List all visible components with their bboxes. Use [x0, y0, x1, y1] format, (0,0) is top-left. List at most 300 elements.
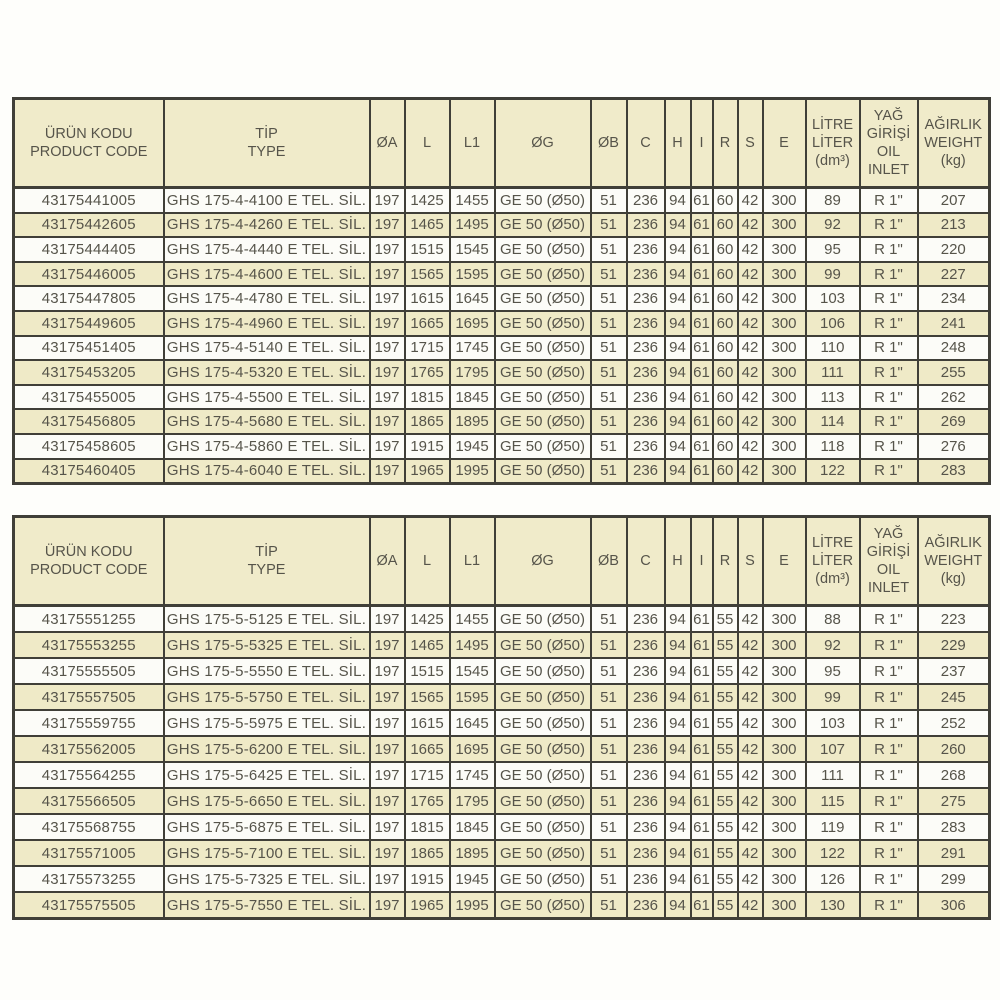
- cell-product-code: 43175441005: [14, 188, 164, 213]
- cell-weight: 269: [918, 409, 990, 434]
- header-cell-og: [495, 517, 591, 606]
- header-label-line: C: [640, 135, 651, 151]
- header-label-line: AĞIRLIK: [924, 117, 982, 133]
- cell-r: 60: [713, 311, 738, 336]
- cell-c: 236: [627, 788, 665, 814]
- cell-oil-inlet: R 1": [860, 336, 918, 361]
- header-label-line: WEIGHT: [924, 135, 983, 151]
- cell-l: 1615: [405, 710, 450, 736]
- header-label-line: ØB: [598, 553, 619, 569]
- cell-e: 300: [763, 606, 806, 633]
- cell-h: 94: [665, 311, 691, 336]
- cell-ob: 51: [591, 866, 627, 892]
- cell-type: GHS 175-4-4260 E TEL. SİL.: [164, 213, 370, 238]
- cell-oa: 197: [370, 788, 405, 814]
- cell-litre: 114: [806, 409, 860, 434]
- cell-c: 236: [627, 237, 665, 262]
- cell-type: GHS 175-5-5975 E TEL. SİL.: [164, 710, 370, 736]
- cell-oa: 197: [370, 336, 405, 361]
- header-cell-oil-inlet: [860, 517, 918, 606]
- cell-type: GHS 175-4-5320 E TEL. SİL.: [164, 360, 370, 385]
- cell-c: 236: [627, 434, 665, 459]
- cell-l: 1765: [405, 360, 450, 385]
- header-cell-weight: [918, 99, 990, 188]
- cell-s: 42: [738, 684, 763, 710]
- cell-oa: 197: [370, 188, 405, 213]
- cell-ob: 51: [591, 409, 627, 434]
- cell-product-code: 43175568755: [14, 814, 164, 840]
- cell-i: 61: [691, 237, 713, 262]
- cell-l1: 1745: [450, 336, 495, 361]
- table-row: [14, 606, 990, 633]
- cell-c: 236: [627, 459, 665, 484]
- cell-litre: 119: [806, 814, 860, 840]
- cell-e: 300: [763, 788, 806, 814]
- header-label-line: TYPE: [247, 562, 286, 578]
- header-cell-ob: [591, 517, 627, 606]
- cell-type: GHS 175-4-5680 E TEL. SİL.: [164, 409, 370, 434]
- cell-og: GE 50 (Ø50): [495, 262, 591, 287]
- cell-og: GE 50 (Ø50): [495, 360, 591, 385]
- cell-r: 60: [713, 459, 738, 484]
- cell-oa: 197: [370, 459, 405, 484]
- cell-weight: 237: [918, 658, 990, 684]
- cell-h: 94: [665, 237, 691, 262]
- cell-litre: 103: [806, 710, 860, 736]
- header-label-line: L: [422, 135, 432, 151]
- cell-ob: 51: [591, 336, 627, 361]
- cell-c: 236: [627, 606, 665, 633]
- table-row: [14, 286, 990, 311]
- header-label-line: (kg): [940, 153, 966, 169]
- cell-l1: 1795: [450, 788, 495, 814]
- cell-type: GHS 175-5-5125 E TEL. SİL.: [164, 606, 370, 633]
- cell-e: 300: [763, 632, 806, 658]
- table-row: [14, 262, 990, 287]
- cell-oil-inlet: R 1": [860, 788, 918, 814]
- table-body: [14, 606, 990, 919]
- cell-i: 61: [691, 360, 713, 385]
- cell-oil-inlet: R 1": [860, 409, 918, 434]
- cell-type: GHS 175-4-5140 E TEL. SİL.: [164, 336, 370, 361]
- cell-i: 61: [691, 840, 713, 866]
- cell-r: 60: [713, 385, 738, 410]
- cell-l1: 1895: [450, 409, 495, 434]
- cell-r: 55: [713, 814, 738, 840]
- cell-l: 1515: [405, 237, 450, 262]
- cell-s: 42: [738, 892, 763, 919]
- cell-e: 300: [763, 188, 806, 213]
- cell-oil-inlet: R 1": [860, 606, 918, 633]
- cell-s: 42: [738, 237, 763, 262]
- header-cell-type: [164, 99, 370, 188]
- cell-oil-inlet: R 1": [860, 188, 918, 213]
- cell-l1: 1795: [450, 360, 495, 385]
- cell-product-code: 43175551255: [14, 606, 164, 633]
- table-row: [14, 385, 990, 410]
- cell-type: GHS 175-5-5750 E TEL. SİL.: [164, 684, 370, 710]
- table-row: [14, 188, 990, 213]
- cell-r: 60: [713, 213, 738, 238]
- header-label-line: (dm³): [815, 571, 850, 587]
- cell-litre: 111: [806, 762, 860, 788]
- cell-e: 300: [763, 213, 806, 238]
- cell-l1: 1495: [450, 632, 495, 658]
- cell-e: 300: [763, 286, 806, 311]
- cell-oil-inlet: R 1": [860, 892, 918, 919]
- cell-i: 61: [691, 385, 713, 410]
- cell-litre: 122: [806, 840, 860, 866]
- cell-weight: 227: [918, 262, 990, 287]
- cell-c: 236: [627, 632, 665, 658]
- cell-i: 61: [691, 684, 713, 710]
- header-label-line: LİTER: [811, 553, 854, 569]
- cell-r: 55: [713, 892, 738, 919]
- cell-c: 236: [627, 385, 665, 410]
- cell-weight: 220: [918, 237, 990, 262]
- cell-c: 236: [627, 360, 665, 385]
- cell-litre: 92: [806, 632, 860, 658]
- cell-h: 94: [665, 866, 691, 892]
- cell-ob: 51: [591, 385, 627, 410]
- cell-og: GE 50 (Ø50): [495, 286, 591, 311]
- table-row: [14, 336, 990, 361]
- table-row: [14, 360, 990, 385]
- cell-h: 94: [665, 434, 691, 459]
- cell-ob: 51: [591, 237, 627, 262]
- header-cell-type: [164, 517, 370, 606]
- cell-l1: 1695: [450, 311, 495, 336]
- header-label-line: YAĞ: [873, 526, 904, 542]
- cell-weight: 291: [918, 840, 990, 866]
- cell-ob: 51: [591, 262, 627, 287]
- cell-e: 300: [763, 409, 806, 434]
- cell-r: 60: [713, 360, 738, 385]
- cell-c: 236: [627, 736, 665, 762]
- header-cell-c: [627, 99, 665, 188]
- cell-h: 94: [665, 336, 691, 361]
- spec-table-ghs-175-5: [12, 515, 991, 920]
- header-label-line: S: [745, 135, 755, 151]
- header-label-line: E: [779, 135, 789, 151]
- cell-oa: 197: [370, 262, 405, 287]
- cell-h: 94: [665, 658, 691, 684]
- cell-product-code: 43175571005: [14, 840, 164, 866]
- cell-oa: 197: [370, 840, 405, 866]
- cell-s: 42: [738, 311, 763, 336]
- cell-og: GE 50 (Ø50): [495, 311, 591, 336]
- table-row: [14, 632, 990, 658]
- cell-product-code: 43175553255: [14, 632, 164, 658]
- cell-litre: 111: [806, 360, 860, 385]
- header-label-line: INLET: [867, 162, 910, 178]
- cell-oa: 197: [370, 286, 405, 311]
- table-row: [14, 409, 990, 434]
- cell-h: 94: [665, 459, 691, 484]
- cell-og: GE 50 (Ø50): [495, 788, 591, 814]
- cell-l1: 1545: [450, 658, 495, 684]
- cell-l: 1865: [405, 840, 450, 866]
- header-row: [14, 99, 990, 188]
- cell-e: 300: [763, 262, 806, 287]
- header-label-line: GİRİŞİ: [866, 126, 911, 142]
- header-cell-e: [763, 99, 806, 188]
- cell-l: 1465: [405, 632, 450, 658]
- header-label-line: ØB: [598, 135, 619, 151]
- cell-ob: 51: [591, 606, 627, 633]
- cell-e: 300: [763, 710, 806, 736]
- cell-i: 61: [691, 606, 713, 633]
- cell-c: 236: [627, 762, 665, 788]
- cell-e: 300: [763, 762, 806, 788]
- cell-r: 55: [713, 788, 738, 814]
- table-row: [14, 814, 990, 840]
- cell-litre: 95: [806, 658, 860, 684]
- cell-og: GE 50 (Ø50): [495, 434, 591, 459]
- cell-oil-inlet: R 1": [860, 866, 918, 892]
- cell-type: GHS 175-4-4960 E TEL. SİL.: [164, 311, 370, 336]
- header-label-line: ØA: [376, 135, 398, 151]
- cell-weight: 306: [918, 892, 990, 919]
- header-label-line: R: [719, 135, 731, 151]
- cell-og: GE 50 (Ø50): [495, 632, 591, 658]
- cell-weight: 283: [918, 459, 990, 484]
- table-row: [14, 658, 990, 684]
- cell-oa: 197: [370, 311, 405, 336]
- table-row: [14, 710, 990, 736]
- table-header: [14, 99, 990, 188]
- header-label-line: OIL: [876, 144, 901, 160]
- header-cell-litre: [806, 517, 860, 606]
- cell-og: GE 50 (Ø50): [495, 213, 591, 238]
- table-row: [14, 213, 990, 238]
- table-header: [14, 517, 990, 606]
- cell-product-code: 43175455005: [14, 385, 164, 410]
- cell-litre: 89: [806, 188, 860, 213]
- cell-og: GE 50 (Ø50): [495, 866, 591, 892]
- cell-oa: 197: [370, 213, 405, 238]
- table-row: [14, 762, 990, 788]
- cell-l: 1425: [405, 606, 450, 633]
- cell-weight: 299: [918, 866, 990, 892]
- cell-ob: 51: [591, 892, 627, 919]
- cell-litre: 110: [806, 336, 860, 361]
- cell-weight: 255: [918, 360, 990, 385]
- cell-type: GHS 175-5-7100 E TEL. SİL.: [164, 840, 370, 866]
- cell-ob: 51: [591, 788, 627, 814]
- cell-i: 61: [691, 710, 713, 736]
- cell-oa: 197: [370, 360, 405, 385]
- cell-h: 94: [665, 762, 691, 788]
- header-label-line: E: [779, 553, 789, 569]
- cell-l: 1515: [405, 658, 450, 684]
- header-label-line: (dm³): [815, 153, 850, 169]
- cell-i: 61: [691, 762, 713, 788]
- cell-type: GHS 175-4-6040 E TEL. SİL.: [164, 459, 370, 484]
- cell-oil-inlet: R 1": [860, 459, 918, 484]
- cell-r: 55: [713, 710, 738, 736]
- cell-type: GHS 175-4-4440 E TEL. SİL.: [164, 237, 370, 262]
- cell-oil-inlet: R 1": [860, 213, 918, 238]
- header-label-line: S: [745, 553, 755, 569]
- cell-weight: 248: [918, 336, 990, 361]
- cell-r: 60: [713, 262, 738, 287]
- cell-product-code: 43175449605: [14, 311, 164, 336]
- cell-s: 42: [738, 632, 763, 658]
- table-row: [14, 892, 990, 919]
- cell-litre: 99: [806, 262, 860, 287]
- header-cell-c: [627, 517, 665, 606]
- cell-og: GE 50 (Ø50): [495, 736, 591, 762]
- spec-table-ghs-175-4: [12, 97, 991, 485]
- cell-weight: 245: [918, 684, 990, 710]
- table-row: [14, 237, 990, 262]
- cell-r: 55: [713, 762, 738, 788]
- header-cell-l: [405, 99, 450, 188]
- cell-r: 60: [713, 409, 738, 434]
- cell-oa: 197: [370, 710, 405, 736]
- cell-litre: 130: [806, 892, 860, 919]
- cell-s: 42: [738, 710, 763, 736]
- cell-litre: 88: [806, 606, 860, 633]
- header-label-line: L1: [463, 553, 481, 569]
- table-body: [14, 188, 990, 484]
- cell-e: 300: [763, 459, 806, 484]
- cell-l: 1765: [405, 788, 450, 814]
- cell-i: 61: [691, 632, 713, 658]
- cell-litre: 107: [806, 736, 860, 762]
- cell-c: 236: [627, 311, 665, 336]
- cell-s: 42: [738, 606, 763, 633]
- cell-c: 236: [627, 814, 665, 840]
- cell-e: 300: [763, 360, 806, 385]
- cell-ob: 51: [591, 459, 627, 484]
- cell-i: 61: [691, 434, 713, 459]
- header-label-line: LİTRE: [811, 535, 854, 551]
- cell-ob: 51: [591, 840, 627, 866]
- cell-h: 94: [665, 360, 691, 385]
- cell-og: GE 50 (Ø50): [495, 459, 591, 484]
- cell-i: 61: [691, 658, 713, 684]
- cell-i: 61: [691, 262, 713, 287]
- cell-i: 61: [691, 286, 713, 311]
- cell-l: 1715: [405, 336, 450, 361]
- cell-oil-inlet: R 1": [860, 840, 918, 866]
- cell-type: GHS 175-5-7325 E TEL. SİL.: [164, 866, 370, 892]
- cell-i: 61: [691, 459, 713, 484]
- cell-oa: 197: [370, 237, 405, 262]
- cell-s: 42: [738, 409, 763, 434]
- cell-r: 55: [713, 606, 738, 633]
- cell-og: GE 50 (Ø50): [495, 658, 591, 684]
- header-cell-r: [713, 517, 738, 606]
- cell-oil-inlet: R 1": [860, 434, 918, 459]
- cell-product-code: 43175447805: [14, 286, 164, 311]
- header-cell-h: [665, 517, 691, 606]
- cell-oil-inlet: R 1": [860, 632, 918, 658]
- cell-l: 1665: [405, 311, 450, 336]
- cell-product-code: 43175446005: [14, 262, 164, 287]
- cell-s: 42: [738, 385, 763, 410]
- cell-og: GE 50 (Ø50): [495, 762, 591, 788]
- cell-e: 300: [763, 892, 806, 919]
- cell-s: 42: [738, 336, 763, 361]
- cell-h: 94: [665, 736, 691, 762]
- cell-l1: 1945: [450, 434, 495, 459]
- cell-og: GE 50 (Ø50): [495, 606, 591, 633]
- cell-ob: 51: [591, 360, 627, 385]
- header-label-line: PRODUCT CODE: [30, 144, 148, 160]
- header-label-line: TİP: [255, 544, 278, 560]
- cell-litre: 113: [806, 385, 860, 410]
- cell-l: 1665: [405, 736, 450, 762]
- header-cell-og: [495, 99, 591, 188]
- header-label-line: ØA: [376, 553, 398, 569]
- header-label-line: LİTER: [811, 135, 854, 151]
- cell-l1: 1895: [450, 840, 495, 866]
- cell-c: 236: [627, 840, 665, 866]
- cell-r: 60: [713, 286, 738, 311]
- cell-og: GE 50 (Ø50): [495, 684, 591, 710]
- cell-product-code: 43175458605: [14, 434, 164, 459]
- cell-r: 55: [713, 736, 738, 762]
- cell-l1: 1595: [450, 684, 495, 710]
- header-cell-r: [713, 99, 738, 188]
- cell-r: 55: [713, 632, 738, 658]
- cell-weight: 234: [918, 286, 990, 311]
- cell-r: 55: [713, 866, 738, 892]
- cell-l1: 1945: [450, 866, 495, 892]
- cell-e: 300: [763, 336, 806, 361]
- cell-c: 236: [627, 866, 665, 892]
- cell-c: 236: [627, 684, 665, 710]
- cell-product-code: 43175451405: [14, 336, 164, 361]
- cell-oa: 197: [370, 684, 405, 710]
- cell-i: 61: [691, 788, 713, 814]
- cell-oa: 197: [370, 814, 405, 840]
- cell-litre: 118: [806, 434, 860, 459]
- header-label-line: ØG: [531, 135, 554, 151]
- header-cell-l1: [450, 99, 495, 188]
- cell-oa: 197: [370, 606, 405, 633]
- cell-weight: 223: [918, 606, 990, 633]
- cell-s: 42: [738, 814, 763, 840]
- cell-product-code: 43175559755: [14, 710, 164, 736]
- cell-litre: 106: [806, 311, 860, 336]
- cell-l1: 1745: [450, 762, 495, 788]
- cell-ob: 51: [591, 188, 627, 213]
- table-row: [14, 459, 990, 484]
- header-label-line: ÜRÜN KODU: [44, 544, 133, 560]
- cell-weight: 268: [918, 762, 990, 788]
- cell-weight: 207: [918, 188, 990, 213]
- cell-l1: 1645: [450, 286, 495, 311]
- cell-l: 1965: [405, 892, 450, 919]
- header-cell-i: [691, 99, 713, 188]
- cell-oa: 197: [370, 385, 405, 410]
- cell-oil-inlet: R 1": [860, 311, 918, 336]
- cell-l1: 1545: [450, 237, 495, 262]
- header-cell-l1: [450, 517, 495, 606]
- cell-l: 1865: [405, 409, 450, 434]
- header-cell-ob: [591, 99, 627, 188]
- cell-c: 236: [627, 286, 665, 311]
- cell-h: 94: [665, 788, 691, 814]
- cell-s: 42: [738, 262, 763, 287]
- cell-product-code: 43175557505: [14, 684, 164, 710]
- cell-oil-inlet: R 1": [860, 814, 918, 840]
- header-label-line: L1: [463, 135, 481, 151]
